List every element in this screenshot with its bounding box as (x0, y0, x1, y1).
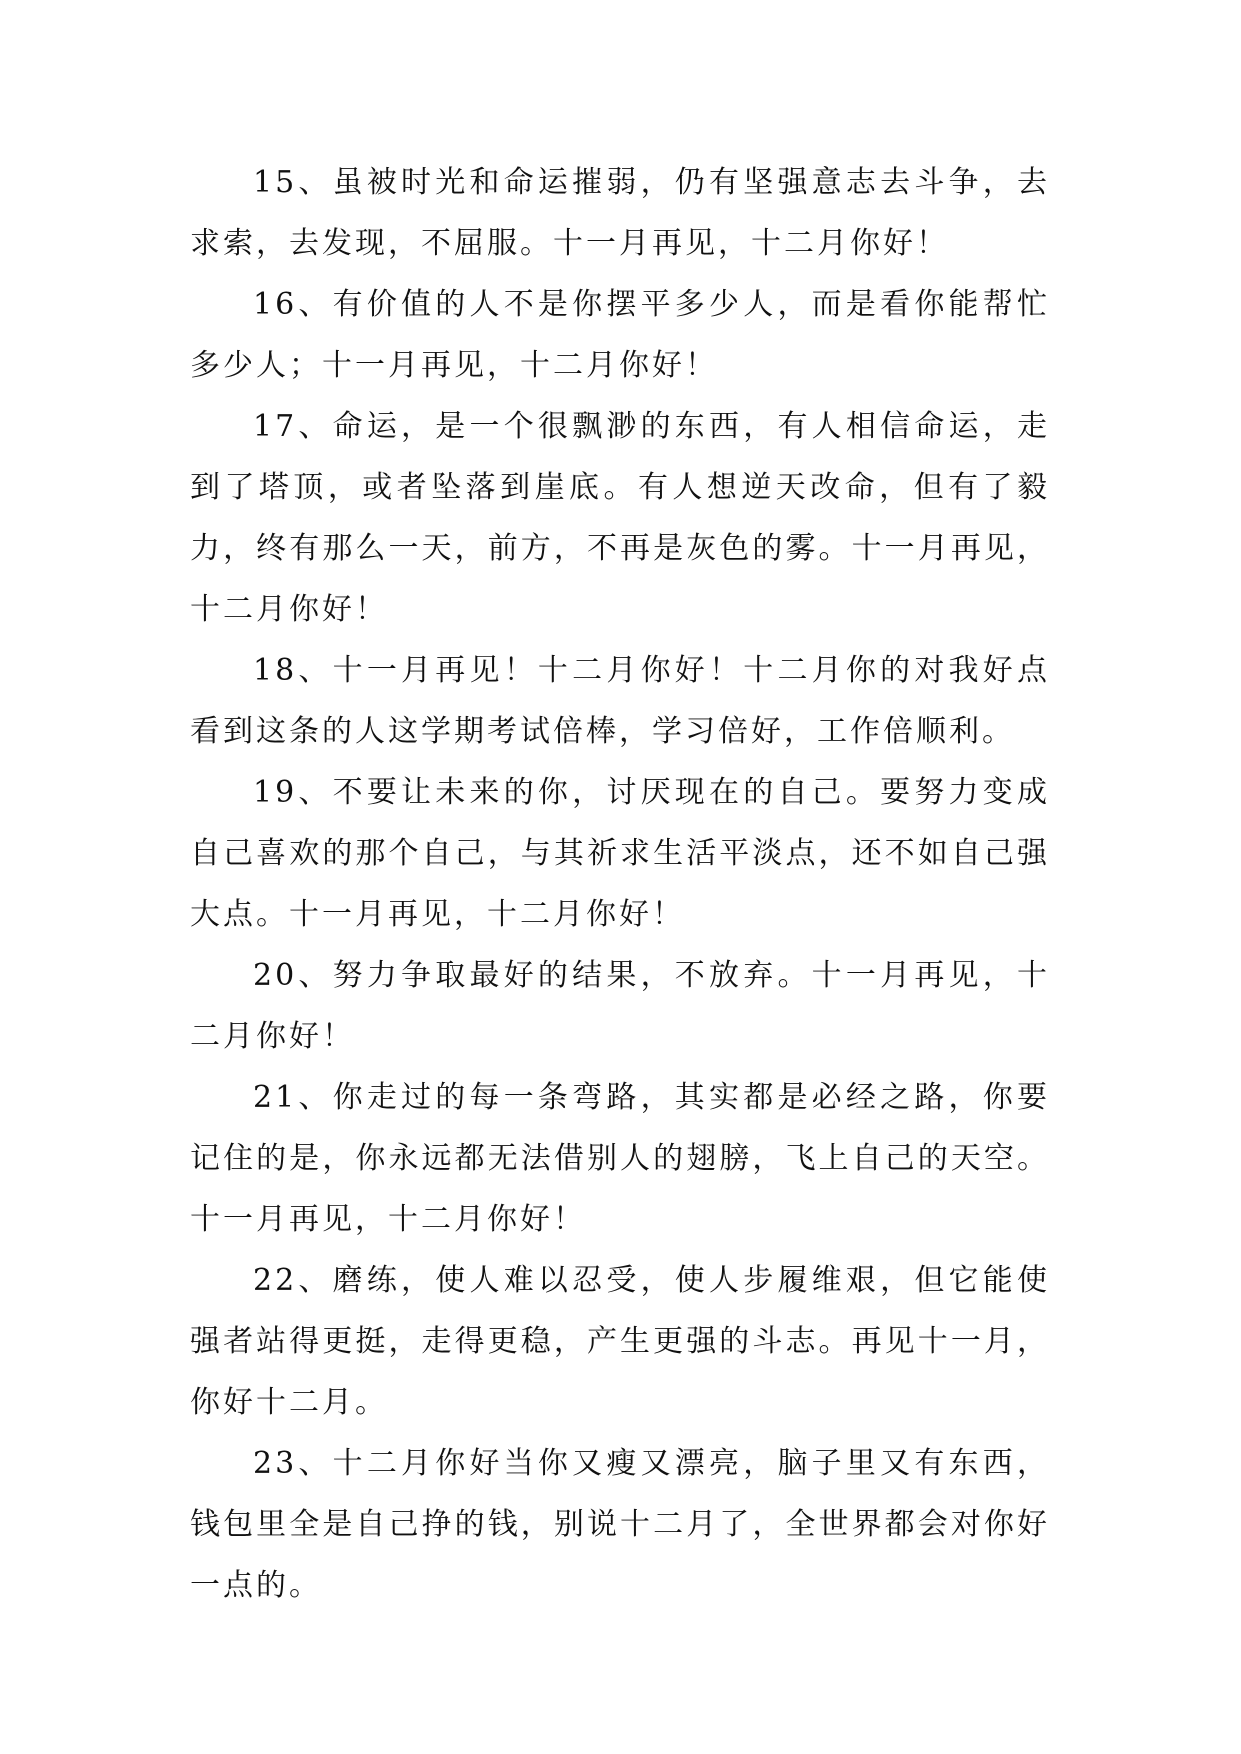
paragraph-17: 17、命运，是一个很飘渺的东西，有人相信命运，走到了塔顶，或者坠落到崖底。有人想逆天改命，但有了毅力，终有那么一天，前方，不再是灰色的雾。十一月再见，十二月你好！ (190, 409, 1050, 627)
paragraph-21: 21、你走过的每一条弯路，其实都是必经之路，你要记住的是，你永远都无法借别人的翅膀，飞上自己的天空。十一月再见，十二月你好！ (190, 1080, 1050, 1237)
paragraph-22: 22、磨练，使人难以忍受，使人步履维艰，但它能使强者站得更挺，走得更稳，产生更强的斗志。再见十一月，你好十二月。 (190, 1263, 1050, 1420)
paragraph-20: 20、努力争取最好的结果，不放弃。十一月再见，十二月你好！ (190, 958, 1050, 1054)
document-body (190, 152, 1050, 1616)
paragraph-18: 18、十一月再见！十二月你好！十二月你的对我好点看到这条的人这学期考试倍棒，学习倍好，工作倍顺利。 (190, 653, 1050, 749)
paragraph-23: 23、十二月你好当你又瘦又漂亮，脑子里又有东西，钱包里全是自己挣的钱，别说十二月了，全世界都会对你好一点的。 (190, 1446, 1050, 1603)
paragraph-15: 15、虽被时光和命运摧弱，仍有坚强意志去斗争，去求索，去发现，不屈服。十一月再见，十二月你好！ (190, 165, 1050, 261)
paragraph-16: 16、有价值的人不是你摆平多少人，而是看你能帮忙多少人；十一月再见，十二月你好！ (190, 287, 1050, 383)
paragraph-19: 19、不要让未来的你，讨厌现在的自己。要努力变成自己喜欢的那个自己，与其祈求生活平淡点，还不如自己强大点。十一月再见，十二月你好！ (190, 775, 1050, 932)
